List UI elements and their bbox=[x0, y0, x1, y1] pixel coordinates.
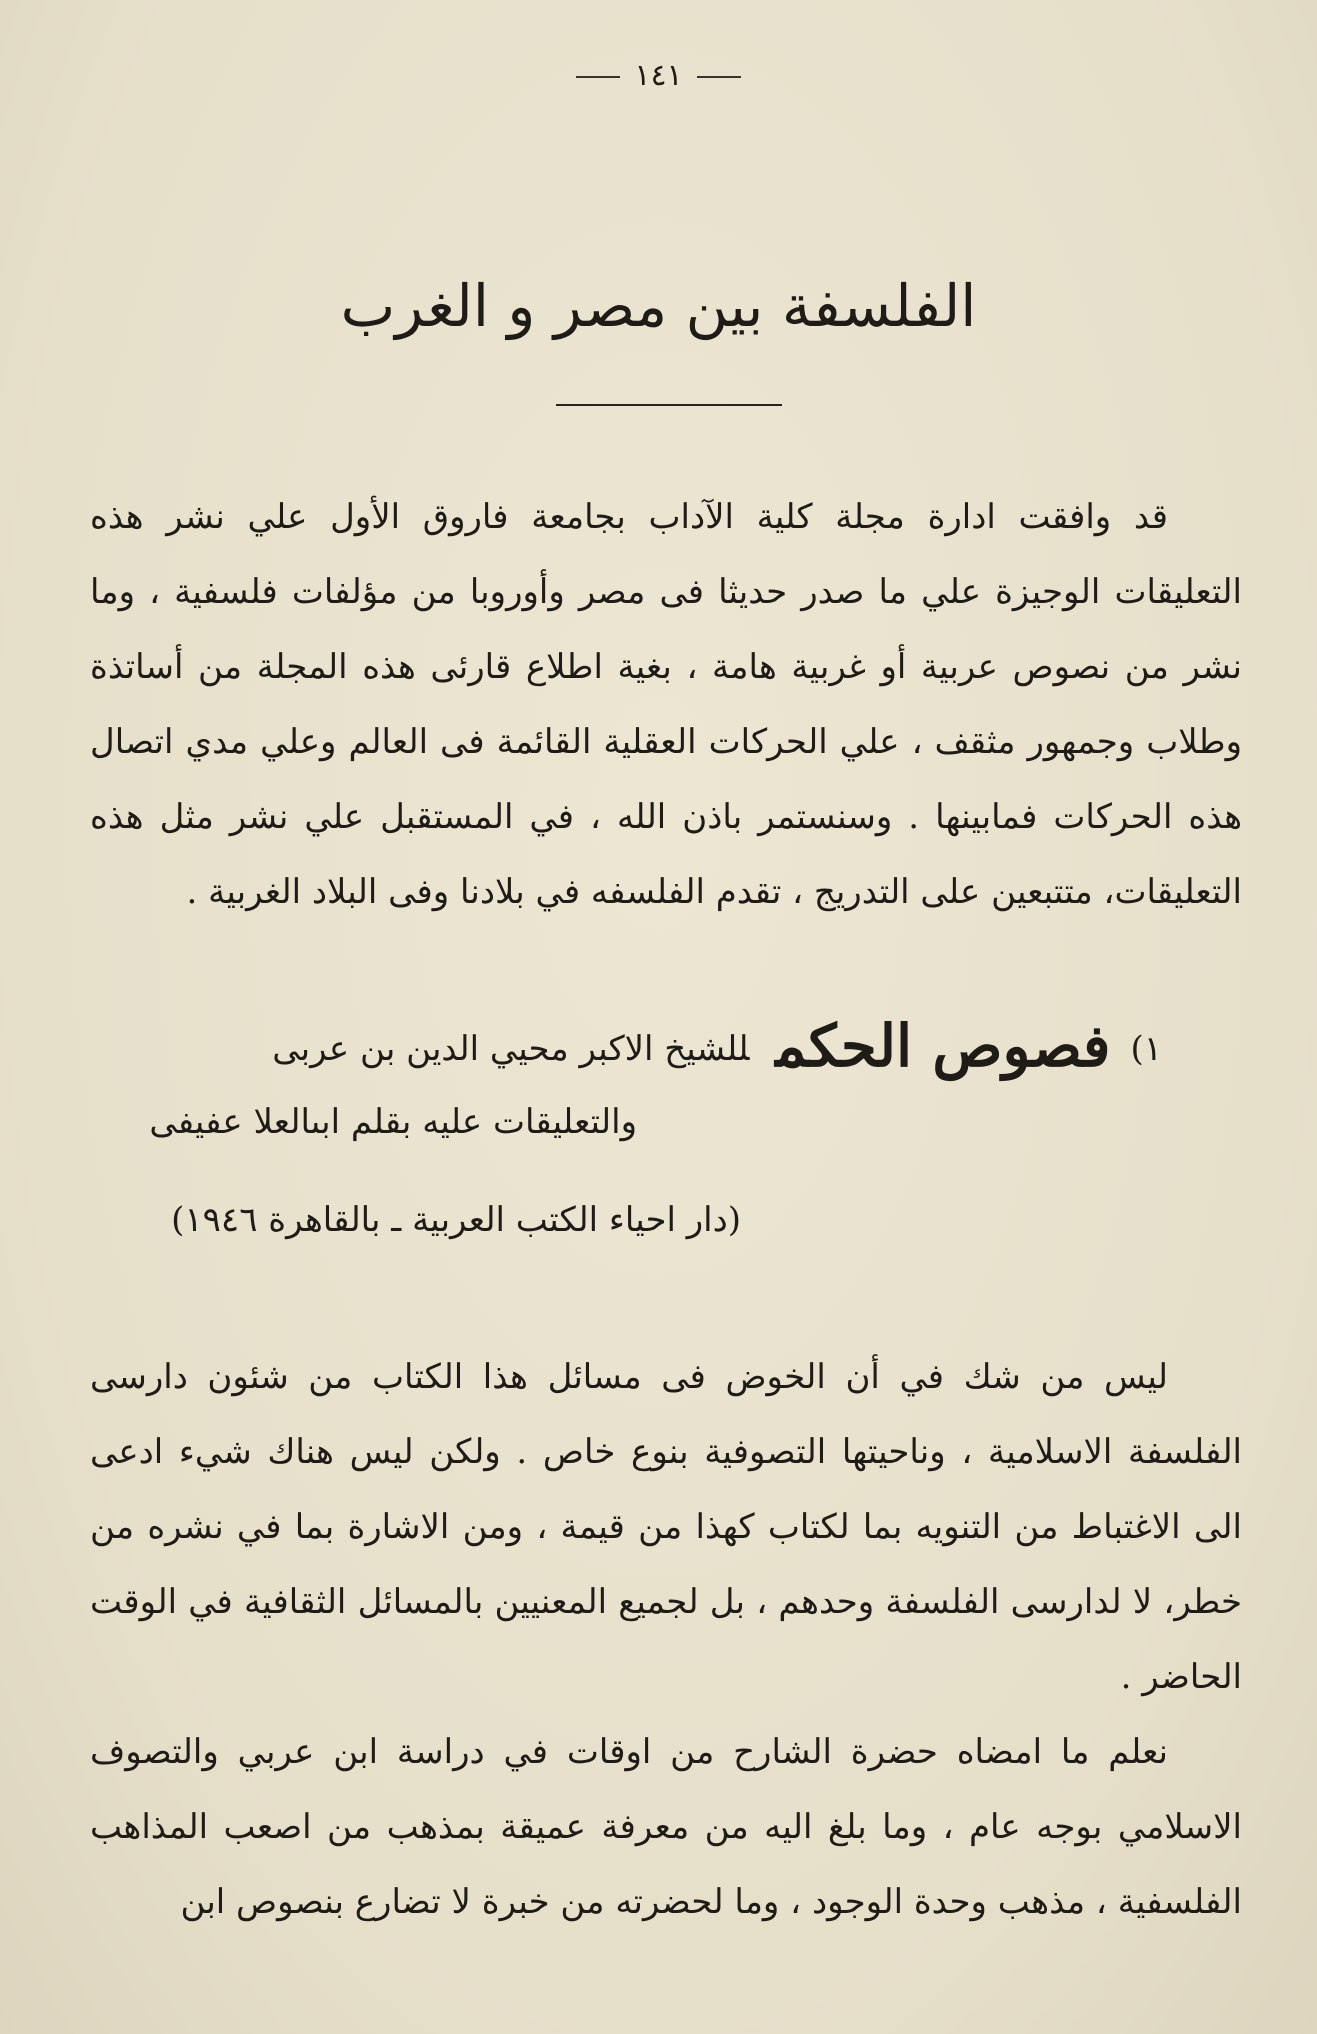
page-number-dash-left bbox=[576, 76, 620, 78]
book-heading bbox=[162, 1012, 1162, 1080]
page-number-dash-right bbox=[697, 76, 741, 78]
book-number: ١) bbox=[1130, 1029, 1162, 1069]
body-paragraph-2: نعلم ما امضاه حضرة الشارح من اوقات في دراسة ابن عربي والتصوف الاسلامي بوجه عام ، وما بلغ اليه من معرفة عميقة بمذهب من اصعب المذاهب الفلسفية ، مذهب وحدة الوجود ، وما لحضرته من خبرة لا تضارع بنصوص ابن bbox=[90, 1732, 1242, 1922]
body-paragraph-1: ليس من شك في أن الخوض فى مسائل هذا الكتاب من شئون دارسى الفلسفة الاسلامية ، وناحيتها التصوفية بنوع خاص . ولكن ليس هناك شيء ادعى الى الاغتباط من التنويه بما لكتاب كهذا من قيمة ، ومن الاشارة بما في نشره من خطر، لا لدارسى الفلسفة وحدهم ، بل لجميع المعنيين بالمسائل الثقافية في الوقت الحاضر . bbox=[90, 1357, 1242, 1697]
book-publisher: (دار احياء الكتب العربية ـ بالقاهرة ١٩٤٦) bbox=[171, 1200, 741, 1240]
page-number bbox=[0, 58, 1317, 93]
intro-paragraph: قد وافقت ادارة مجلة كلية الآداب بجامعة فاروق الأول علي نشر هذه التعليقات الوجيزة علي ما صدر حديثا فى مصر وأوروبا من مؤلفات فلسفية ، وما نشر من نصوص عربية أو غربية هامة ، بغية اطلاع قارئى هذه المجلة من أساتذة وطلاب وجمهور مثقف ، علي الحركات العقلية القائمة فى العالم وعلي مدي اتصال هذه الحركات فمابينها . وسنستمر باذن الله ، في المستقبل علي نشر مثل هذه التعليقات، متتبعين على التدريج ، تقدم الفلسفه في بلادنا وفى البلاد الغربية . bbox=[90, 497, 1242, 912]
article-title: الفلسفة بين مصر و الغرب bbox=[340, 272, 977, 340]
page-number-text: ١٤١ bbox=[634, 58, 683, 93]
title-divider bbox=[556, 404, 782, 406]
book-commentary: والتعليقات عليه بقلم ابىالعلا عفيفى bbox=[149, 1102, 637, 1142]
book-author: للشيخ الاكبر محيي الدين بن عربى bbox=[272, 1029, 750, 1069]
book-title: فصوص الحكم bbox=[775, 1012, 1111, 1080]
